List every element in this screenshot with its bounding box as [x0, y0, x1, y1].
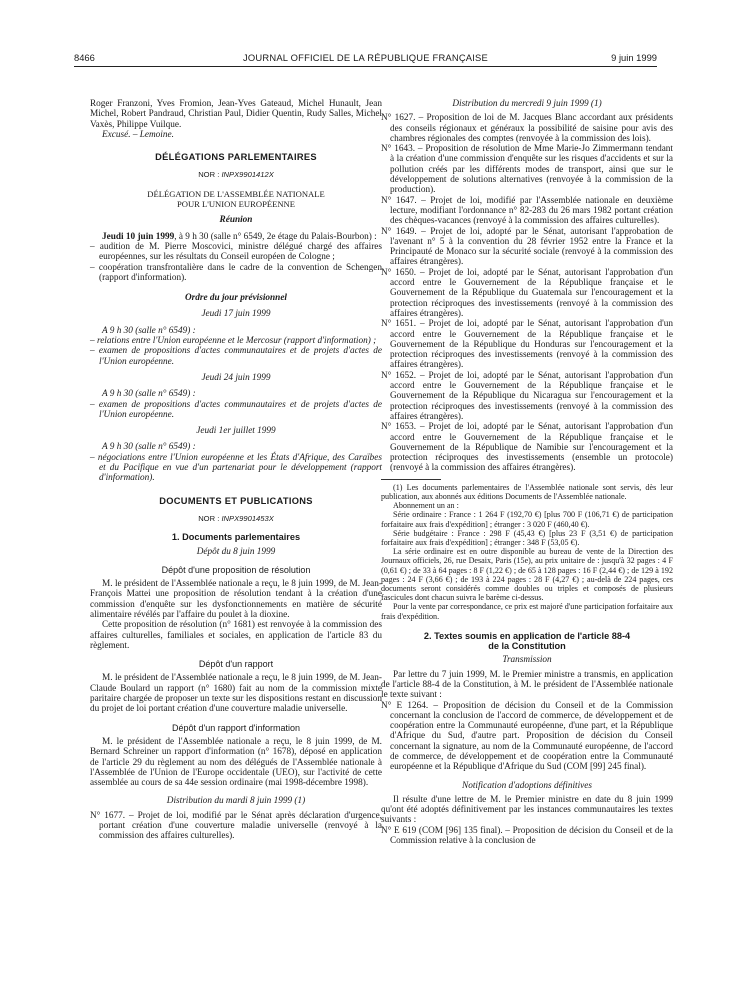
depot-date: Dépôt du 8 juin 1999 — [196, 546, 276, 557]
block-paragraph: M. le président de l'Assemblée nationale a reçu, le 8 juin 1999, de M. Jean-Claude Boulard un rapport (n° 1680) fait au nom de la commission mixte paritaire chargée de proposer un texte sur les dispositions restant en discussion du projet de loi portant création d'une couverture maladie universelle. — [90, 673, 382, 715]
distribution-heading: Distribution du mercredi 9 juin 1999 (1) — [452, 99, 602, 109]
distribution-item: N° 1677. – Projet de loi, modifié par le Sénat après déclaration d'urgence, portant création d'une couverture maladie universelle (renvoyé à la commission des affaires culturelles). — [90, 810, 382, 842]
footnote-paragraph: La série ordinaire est en outre disponible au bureau de vente de la Direction des Journaux officiels, 26, rue Desaix, Paris (15e), au prix unitaire de : jusqu'à 32 pages : 4 F (0,61 €) ; de 33 à 64 pages : 8 F (1,22 €) ; de 65 à 128 pages : 16 F (2,44 €) ; de 129 à 192 pages : 24 F (3,66 €) ; de 193 à 224 pages : 28 F (4,27 €) ; au-delà de 224 pages, ces documents seront considérés comme doubles ou triples et composés de plusieurs fascicules dont chacun suivra le barème ci-dessus. — [381, 547, 673, 603]
footnote — [381, 483, 673, 621]
block-paragraph: Cette proposition de résolution (n° 1681) est renvoyée à la commission des affaires culturelles, familiales et sociales, en application de l'article 83 du règlement. — [90, 620, 382, 651]
delegation-heading-1: DÉLÉGATION DE L'ASSEMBLÉE NATIONALE — [147, 188, 325, 199]
section-title-documents: DOCUMENTS ET PUBLICATIONS — [159, 495, 313, 506]
footnote-paragraph: Série budgétaire : France : 298 F (45,43 €) [plus 23 F (3,51 €) de participation forfaitaire aux frais d'expédition] ; étranger : 348 F (53,05 €). — [381, 528, 673, 547]
ordre-item: – relations entre l'Union européenne et le Mercosur (rapport d'information) ; — [90, 336, 377, 347]
ordre-time: A 9 h 30 (salle n° 6549) : — [102, 325, 196, 336]
ordre-item: – examen de propositions d'actes communautaires et de projets d'actes de l'Union européenne. — [90, 346, 382, 367]
nor-reference — [90, 514, 382, 524]
right-column — [381, 99, 673, 846]
distribution-item: N° 1650. – Projet de loi, adopté par le Sénat, autorisant l'approbation d'un accord entre le Gouvernement de la République française et le Gouvernement de la République du Guatemala sur l'encouragement et la protection réciproques des investissements (renvoyé à la commission des affaires étrangères). — [381, 267, 673, 319]
ordre-date: Jeudi 1er juillet 1999 — [196, 426, 276, 437]
ordre-item: – négociations entre l'Union européenne et les États d'Afrique, des Caraïbes et du Pacifique en vue d'un partenariat pour le développement (rapport d'information). — [90, 452, 382, 484]
notification-paragraph: Il résulte d'une lettre de M. le Premier ministre en date du 8 juin 1999 qu'ont été adoptés définitivement par les instances communautaires les textes suivants : — [381, 794, 673, 826]
subsection-title-line1: 2. Textes soumis en application de l'article 88-4 — [423, 630, 631, 641]
reunion-heading: Réunion — [219, 215, 253, 226]
ordre-heading: Ordre du jour prévisionnel — [184, 293, 288, 304]
issue-date: 9 juin 1999 — [611, 52, 657, 63]
subsection-title-line2: de la Constitution — [488, 641, 566, 652]
ordre-time: A 9 h 30 (salle n° 6549) : — [102, 442, 196, 453]
distribution-item: N° 1651. – Projet de loi, adopté par le Sénat, autorisant l'approbation d'un accord entre le Gouvernement de la République française et le Gouvernement de la République du Honduras sur l'encouragement et la protection réciproques des investissements (renvoyé à la commission des affaires étrangères). — [381, 319, 673, 371]
ordre-date: Jeudi 17 juin 1999 — [201, 309, 271, 320]
notification-item: N° E 619 (COM [96] 135 final). – Proposition de décision du Conseil et de la Commission relative à la conclusion de — [381, 825, 673, 847]
nor-reference — [90, 170, 382, 180]
section-title-delegations: DÉLÉGATIONS PARLEMENTAIRES — [155, 152, 317, 163]
footnote-paragraph: Pour la vente par correspondance, ce prix est majoré d'une participation forfaitaire aux frais d'expédition. — [381, 602, 673, 621]
footnote-paragraph: Série ordinaire : France : 1 264 F (192,70 €) [plus 700 F (106,71 €) de participation forfaitaire aux frais d'expédition] ; étranger : 3 020 F (460,40 €). — [381, 510, 673, 529]
distribution-item: N° 1653. – Projet de loi, adopté par le Sénat, autorisant l'approbation d'un accord entre le Gouvernement de la République française et le Gouvernement de la République de Namibie sur l'encouragement et la protection réciproques des investissements (ensemble un protocole) (renvoyé à la commission des affaires étrangères). — [381, 422, 673, 474]
footnote-rule — [381, 479, 441, 480]
transmission-heading: Transmission — [502, 655, 552, 666]
page-number: 8466 — [74, 52, 95, 63]
ordre-time: A 9 h 30 (salle n° 6549) : — [102, 389, 196, 400]
reunion-item: – audition de M. Pierre Moscovici, ministre délégué chargé des affaires européennes, sur les résultats du Conseil européen de Cologne ; — [90, 241, 382, 263]
left-column — [90, 99, 382, 842]
transmission-item: N° E 1264. – Proposition de décision du Conseil et de la Commission concernant la conclusion de l'accord de commerce, de développement et de coopération entre la Communauté européenne, d'une part, et la République d'Afrique du Sud, d'autre part. Proposition de décision du Conseil concernant la signature, au nom de la Communauté européenne, de l'accord de commerce, de développement et de coopération entre la Communauté européenne et la République d'Afrique du Sud (COM [99] 245 final). — [381, 700, 673, 773]
nor-label: NOR : — [198, 513, 220, 523]
distribution-item: N° 1643. – Proposition de résolution de Mme Marie-Jo Zimmermann tendant à la création d'une commission d'enquête sur les risques d'accidents et sur la pollution créés par les différents modes de transport, ainsi que sur le développement de solutions alternatives (renvoyée à la commission de la production). — [381, 144, 673, 196]
footnote-paragraph: (1) Les documents parlementaires de l'Assemblée nationale sont servis, dès leur publication, aux abonnés aux éditions Documents de l'Assemblée nationale. — [381, 482, 673, 501]
block-heading: Dépôt d'un rapport — [198, 659, 274, 670]
nor-code: INPX9901453X — [221, 513, 274, 523]
footnote-paragraph: Abonnement un an : — [393, 501, 459, 511]
distribution-item: N° 1647. – Projet de loi, modifié par l'Assemblée nationale en deuxième lecture, modifiant l'ordonnance n° 82-283 du 26 mars 1982 portant création des chèques-vacances (renvoyé à la commission des affaires culturelles). — [381, 195, 673, 227]
ordre-date: Jeudi 24 juin 1999 — [201, 372, 271, 383]
block-heading: Dépôt d'un rapport d'information — [171, 722, 300, 733]
distribution-item: N° 1649. – Projet de loi, adopté par le Sénat, autorisant l'approbation de l'avenant n° 5 à la convention du 28 février 1952 entre la France et la Principauté de Monaco sur la sécurité sociale (renvoyé à la commission des affaires étrangères). — [381, 226, 673, 268]
reunion-text: , à 9 h 30 (salle n° 6549, 2e étage du Palais-Bourbon) : — [174, 231, 377, 242]
reunion-paragraph — [90, 232, 382, 242]
block-heading: Dépôt d'une proposition de résolution — [161, 564, 311, 575]
ordre-item: – examen de propositions d'actes communautaires et de projets d'actes de l'Union européenne. — [90, 399, 382, 420]
excuse-line: Excusé. – Lemoine. — [102, 129, 174, 140]
distribution-heading: Distribution du mardi 8 juin 1999 (1) — [166, 796, 306, 807]
header-rule — [74, 66, 657, 67]
journal-title: JOURNAL OFFICIEL DE LA RÉPUBLIQUE FRANÇAISE — [243, 52, 488, 63]
reunion-item: – coopération transfrontalière dans le cadre de la convention de Schengen (rapport d'information). — [90, 262, 382, 283]
notification-heading: Notification d'adoptions définitives — [462, 780, 592, 791]
reunion-date: Jeudi 10 juin 1999 — [102, 231, 175, 242]
member-list: Roger Franzoni, Yves Fromion, Jean-Yves Gateaud, Michel Hunault, Jean Michel, Robert Pandraud, Christian Paul, Didier Quentin, Rudy Salles, Michel Vaxès, Philippe Vuilque. — [90, 99, 382, 130]
delegation-heading-2: POUR L'UNION EUROPÉENNE — [176, 199, 296, 210]
block-paragraph: M. le président de l'Assemblée nationale a reçu, le 8 juin 1999, de M. Jean-François Mattei une proposition de résolution tendant à la création d'une commission d'enquête sur les dysfonctionnements en matière de sécurité alimentaire révélés par l'affaire du poulet à la dioxine. — [90, 579, 382, 620]
block-paragraph: M. le président de l'Assemblée nationale a reçu, le 8 juin 1999, de M. Bernard Schreiner un rapport d'information (n° 1678), déposé en application de l'article 29 du règlement au nom des délégués de l'Assemblée nationale à l'Assemblée de l'Union de l'Europe occidentale (UEO), sur l'activité de cette assemblée au cours de sa 44e session ordinaire (mai 1998-décembre 1998). — [90, 736, 382, 789]
subsection-title: 1. Documents parlementaires — [171, 532, 301, 543]
distribution-item: N° 1627. – Proposition de loi de M. Jacques Blanc accordant aux présidents des conseils régionaux et généraux la possibilité de saisine pour avis des chambres régionales des comptes (renvoyée à la commission des lois). — [381, 113, 673, 144]
distribution-item: N° 1652. – Projet de loi, adopté par le Sénat, autorisant l'approbation d'un accord entre le Gouvernement de la République française et le Gouvernement de la République du Nicaragua sur l'encouragement et la protection réciproques des investissements (renvoyé à la commission des affaires étrangères). — [381, 370, 673, 422]
nor-label: NOR : — [198, 170, 220, 180]
nor-code: INPX9901412X — [221, 170, 274, 180]
transmission-paragraph: Par lettre du 7 juin 1999, M. le Premier ministre a transmis, en application de l'article 88-4 de la Constitution, à M. le président de l'Assemblée nationale le texte suivant : — [381, 669, 673, 701]
